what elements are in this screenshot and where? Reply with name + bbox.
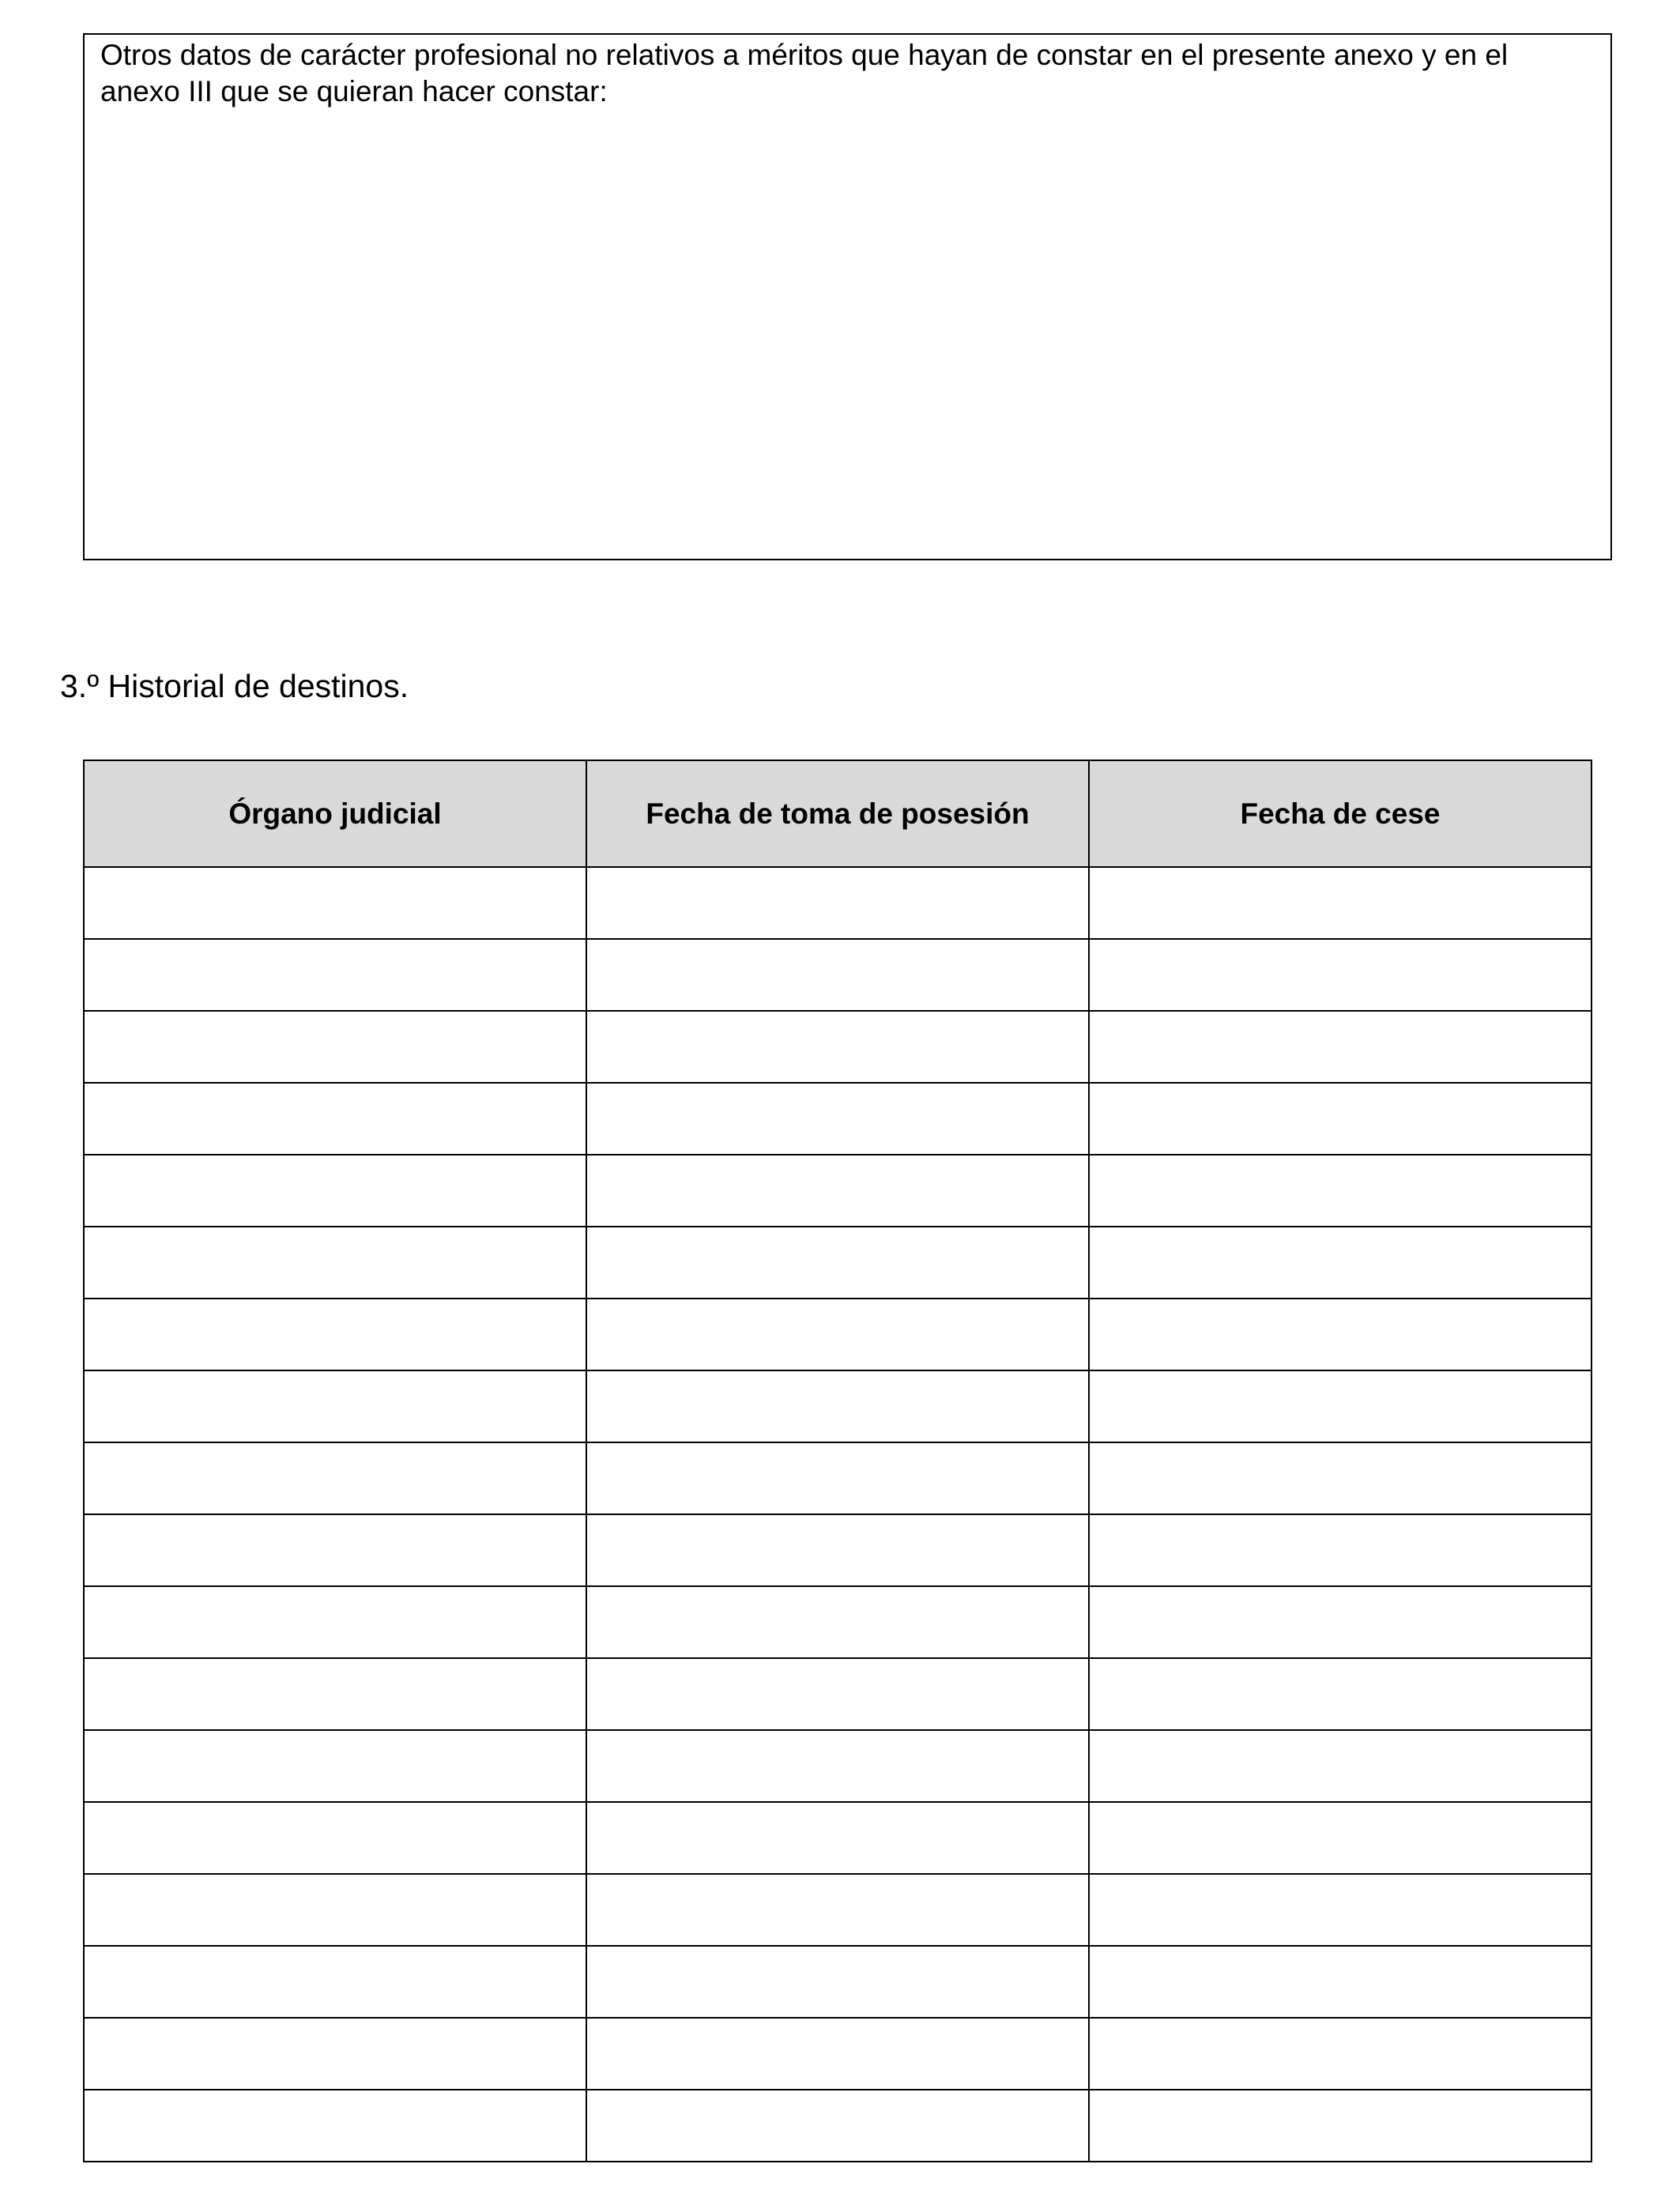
cell-end-date[interactable]: [1089, 1802, 1591, 1874]
cell-judicial-body[interactable]: [84, 867, 586, 939]
cell-judicial-body[interactable]: [84, 1155, 586, 1227]
cell-end-date[interactable]: [1089, 1514, 1591, 1586]
cell-start-date[interactable]: [586, 1442, 1089, 1514]
cell-judicial-body[interactable]: [84, 2090, 586, 2162]
cell-end-date[interactable]: [1089, 1658, 1591, 1730]
cell-judicial-body[interactable]: [84, 1658, 586, 1730]
table-header-row: [84, 760, 1591, 867]
section-heading-destinations-history: 3.º Historial de destinos.: [60, 668, 409, 704]
column-header-judicial-body: Órgano judicial: [84, 760, 586, 867]
cell-judicial-body[interactable]: [84, 1299, 586, 1370]
table-row: [84, 1946, 1591, 2018]
cell-end-date[interactable]: [1089, 1083, 1591, 1155]
cell-judicial-body[interactable]: [84, 1586, 586, 1658]
cell-judicial-body[interactable]: [84, 1514, 586, 1586]
table-row: [84, 1586, 1591, 1658]
table-row: [84, 1730, 1591, 1802]
cell-end-date[interactable]: [1089, 1370, 1591, 1442]
cell-start-date[interactable]: [586, 1370, 1089, 1442]
cell-start-date[interactable]: [586, 1730, 1089, 1802]
cell-end-date[interactable]: [1089, 1299, 1591, 1370]
cell-judicial-body[interactable]: [84, 1227, 586, 1299]
table-row: [84, 939, 1591, 1011]
cell-start-date[interactable]: [586, 1083, 1089, 1155]
cell-start-date[interactable]: [586, 867, 1089, 939]
table-row: [84, 1155, 1591, 1227]
cell-start-date[interactable]: [586, 939, 1089, 1011]
cell-end-date[interactable]: [1089, 867, 1591, 939]
cell-start-date[interactable]: [586, 2090, 1089, 2162]
cell-start-date[interactable]: [586, 1658, 1089, 1730]
table-row: [84, 2090, 1591, 2162]
table-row: [84, 1514, 1591, 1586]
cell-judicial-body[interactable]: [84, 1730, 586, 1802]
cell-start-date[interactable]: [586, 2018, 1089, 2090]
cell-end-date[interactable]: [1089, 939, 1591, 1011]
cell-end-date[interactable]: [1089, 1874, 1591, 1946]
table-row: [84, 1299, 1591, 1370]
table-body: [84, 867, 1591, 2162]
cell-start-date[interactable]: [586, 1946, 1089, 2018]
cell-judicial-body[interactable]: [84, 1011, 586, 1083]
table-row: [84, 1011, 1591, 1083]
cell-start-date[interactable]: [586, 1802, 1089, 1874]
table-row: [84, 1370, 1591, 1442]
cell-end-date[interactable]: [1089, 1442, 1591, 1514]
table-row: [84, 867, 1591, 939]
cell-judicial-body[interactable]: [84, 1802, 586, 1874]
cell-end-date[interactable]: [1089, 1155, 1591, 1227]
cell-judicial-body[interactable]: [84, 1083, 586, 1155]
other-professional-data-box[interactable]: [83, 33, 1612, 560]
table-row: [84, 1083, 1591, 1155]
cell-end-date[interactable]: [1089, 1730, 1591, 1802]
table-row: [84, 1442, 1591, 1514]
other-professional-data-label: Otros datos de carácter profesional no relativos a méritos que hayan de constar en el presente anexo y en el anexo III que se quieran hacer constar:: [100, 39, 1509, 107]
column-header-end-date: Fecha de cese: [1089, 760, 1591, 867]
cell-start-date[interactable]: [586, 1227, 1089, 1299]
cell-start-date[interactable]: [586, 1514, 1089, 1586]
table-row: [84, 1874, 1591, 1946]
cell-start-date[interactable]: [586, 1586, 1089, 1658]
cell-judicial-body[interactable]: [84, 1946, 586, 2018]
table-row: [84, 1227, 1591, 1299]
cell-judicial-body[interactable]: [84, 939, 586, 1011]
cell-start-date[interactable]: [586, 1299, 1089, 1370]
cell-end-date[interactable]: [1089, 1011, 1591, 1083]
table-row: [84, 1802, 1591, 1874]
table-row: [84, 2018, 1591, 2090]
cell-end-date[interactable]: [1089, 2090, 1591, 2162]
cell-start-date[interactable]: [586, 1874, 1089, 1946]
column-header-start-date: Fecha de toma de posesión: [586, 760, 1089, 867]
cell-start-date[interactable]: [586, 1155, 1089, 1227]
cell-judicial-body[interactable]: [84, 1442, 586, 1514]
cell-judicial-body[interactable]: [84, 1370, 586, 1442]
cell-end-date[interactable]: [1089, 2018, 1591, 2090]
cell-end-date[interactable]: [1089, 1227, 1591, 1299]
cell-end-date[interactable]: [1089, 1586, 1591, 1658]
cell-judicial-body[interactable]: [84, 2018, 586, 2090]
cell-start-date[interactable]: [586, 1011, 1089, 1083]
cell-end-date[interactable]: [1089, 1946, 1591, 2018]
cell-judicial-body[interactable]: [84, 1874, 586, 1946]
table-row: [84, 1658, 1591, 1730]
destinations-history-table: [83, 760, 1592, 2162]
